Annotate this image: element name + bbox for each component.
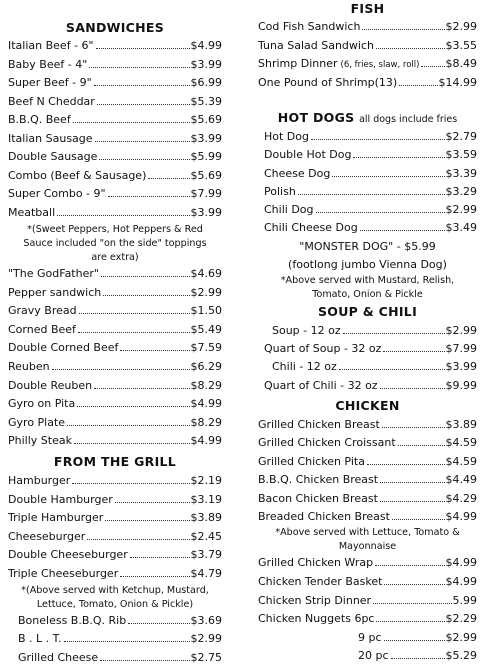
item-price: $3.79 (191, 546, 223, 565)
item-price: $5.69 (191, 111, 223, 130)
menu-item (258, 554, 477, 573)
item-name: Meatball (8, 204, 55, 223)
item-price: $3.59 (446, 146, 478, 164)
item-name: Reuben (8, 358, 50, 377)
item-price: $5.99 (191, 148, 223, 167)
note-line: *Above served with Mustard, Relish, (258, 274, 477, 288)
sandwiches-list (8, 37, 222, 222)
item-name: Chili - 12 oz (272, 358, 337, 376)
grill-note (8, 584, 222, 612)
item-price: $4.59 (446, 434, 478, 452)
item-name: Italian Sausage (8, 130, 93, 149)
item-name: Pepper sandwich (8, 284, 101, 303)
item-price: $14.99 (439, 74, 478, 93)
item-price: $8.29 (191, 414, 223, 433)
dot-leader (108, 196, 190, 197)
item-name: Beef N Cheddar (8, 93, 95, 112)
dot-leader (120, 350, 189, 351)
menu-item (8, 302, 222, 321)
item-name: One Pound of Shrimp(13) (258, 74, 397, 93)
item-name: Super Combo - 9" (8, 185, 106, 204)
item-name: Chili Cheese Dog (264, 219, 358, 237)
item-price: $3.49 (446, 219, 478, 237)
item-price: $7.59 (191, 339, 223, 358)
menu-item (258, 508, 477, 526)
menu-item (8, 265, 222, 284)
dot-leader (87, 539, 189, 540)
dot-leader (384, 640, 445, 641)
dot-leader (362, 29, 444, 30)
item-name: Grilled Chicken Pita (258, 453, 365, 471)
soup-heading: SOUP & CHILI (258, 302, 477, 322)
item-name: Tuna Salad Sandwich (258, 37, 374, 56)
fish-list (258, 18, 477, 92)
menu-item (258, 340, 477, 358)
menu-item (258, 55, 477, 74)
menu-item (258, 377, 477, 395)
menu-item (8, 414, 222, 433)
dot-leader (57, 215, 189, 216)
item-price: $3.29 (446, 183, 478, 201)
sandwiches-heading: SANDWICHES (8, 18, 222, 37)
hotdogs-heading-title: HOT DOGS (278, 110, 355, 125)
dot-leader (376, 621, 444, 622)
dot-leader (103, 295, 189, 296)
dot-leader (311, 139, 445, 140)
chicken-list (258, 416, 477, 526)
dot-leader (67, 425, 189, 426)
menu-item (8, 546, 222, 565)
menu-item (258, 37, 477, 56)
dot-leader (120, 576, 189, 577)
item-price: $7.99 (446, 340, 478, 358)
item-price: $2.19 (191, 472, 223, 491)
sandwiches-list-2 (8, 265, 222, 451)
note-line: *Above served with Lettuce, Tomato & (258, 526, 477, 540)
item-price: $4.79 (191, 565, 223, 584)
dot-leader (52, 369, 190, 370)
item-name: Italian Beef - 6" (8, 37, 94, 56)
chicken-heading: CHICKEN (258, 395, 477, 416)
item-name: Corned Beef (8, 321, 76, 340)
hotdogs-list (258, 128, 477, 238)
dot-leader (376, 48, 445, 49)
menu-item (258, 453, 477, 471)
menu-item (258, 18, 477, 37)
item-name: Double Hot Dog (264, 146, 351, 164)
dot-leader (399, 85, 437, 86)
item-name: Hamburger (8, 472, 70, 491)
dot-leader (100, 660, 189, 661)
grill-list-2 (8, 612, 222, 667)
dot-leader (115, 502, 190, 503)
item-price: $3.99 (446, 358, 478, 376)
item-price: 5.99 (453, 592, 478, 611)
item-price: $5.29 (446, 647, 478, 666)
item-price: $2.99 (446, 18, 478, 37)
menu-item (258, 629, 477, 648)
item-name: Chicken Strip Dinner (258, 592, 371, 611)
dot-leader (373, 603, 451, 604)
item-price: $3.55 (446, 37, 478, 56)
dot-leader (375, 565, 444, 566)
menu-item (258, 647, 477, 666)
menu-item (258, 128, 477, 146)
dot-leader (380, 388, 445, 389)
menu-item (8, 630, 222, 649)
item-name: Chicken Nuggets 6pc (258, 610, 374, 629)
item-name: Boneless B.B.Q. Rib (18, 612, 126, 631)
item-name: Super Beef - 9" (8, 74, 92, 93)
menu-item (258, 592, 477, 611)
dot-leader (298, 194, 445, 195)
item-name: Double Reuben (8, 377, 92, 396)
menu-item (8, 37, 222, 56)
item-detail: (6, fries, slaw, roll) (341, 56, 420, 74)
item-price: $2.29 (446, 610, 478, 629)
item-name: Triple Cheeseburger (8, 565, 118, 584)
item-price: $3.19 (191, 491, 223, 510)
item-name: Combo (Beef & Sausage) (8, 167, 146, 186)
item-price: $6.29 (191, 358, 223, 377)
menu-item (8, 148, 222, 167)
menu-item (8, 358, 222, 377)
item-name: Grilled Chicken Breast (258, 416, 380, 434)
menu-item (8, 612, 222, 631)
dot-leader (148, 178, 189, 179)
item-name: "The GodFather" (8, 265, 99, 284)
menu-item (8, 321, 222, 340)
menu-item (258, 610, 477, 629)
dot-leader (72, 483, 189, 484)
dot-leader (79, 313, 190, 314)
menu-item (8, 111, 222, 130)
item-price: $4.59 (446, 453, 478, 471)
item-price: $2.99 (191, 630, 223, 649)
sandwiches-note (8, 222, 222, 265)
dot-leader (343, 333, 445, 334)
menu-item (258, 165, 477, 183)
dot-leader (380, 501, 445, 502)
item-price: $4.99 (191, 395, 223, 414)
menu-item (8, 56, 222, 75)
dot-leader (392, 519, 445, 520)
dot-leader (89, 67, 189, 68)
menu-item (258, 201, 477, 219)
hotdogs-heading-note: all dogs include fries (359, 114, 457, 125)
item-price: $4.99 (446, 573, 478, 592)
item-price: $2.99 (446, 201, 478, 219)
grill-list (8, 472, 222, 584)
item-name: Soup - 12 oz (272, 322, 341, 340)
grill-heading: FROM THE GRILL (8, 451, 222, 472)
left-column (8, 0, 222, 667)
menu-item (258, 573, 477, 592)
hotdogs-heading (258, 108, 477, 128)
item-name: Gyro on Pita (8, 395, 75, 414)
menu-item (8, 432, 222, 451)
monster-dog-detail: (footlong jumbo Vienna Dog) (258, 256, 477, 274)
item-price: $4.99 (446, 554, 478, 573)
item-price: $3.89 (446, 416, 478, 434)
dot-leader (382, 427, 445, 428)
item-price: $1.50 (191, 302, 223, 321)
item-price: $2.99 (446, 629, 478, 648)
menu-item (8, 395, 222, 414)
item-name: Double Sausage (8, 148, 97, 167)
item-price: $4.99 (191, 432, 223, 451)
item-name: Double Cheeseburger (8, 546, 128, 565)
item-name: Gravy Bread (8, 302, 77, 321)
item-name: Hot Dog (264, 128, 309, 146)
item-price: $4.29 (446, 490, 478, 508)
right-column (258, 0, 477, 666)
dot-leader (99, 159, 189, 160)
note-line: Tomato, Onion & Pickle (258, 288, 477, 302)
note-line: Sauce included "on the side" toppings (8, 237, 222, 251)
menu-item (8, 377, 222, 396)
chicken-list-2 (258, 554, 477, 666)
menu-item (8, 339, 222, 358)
menu-item (258, 146, 477, 164)
hotdogs-note (258, 274, 477, 302)
chicken-note (258, 526, 477, 554)
dot-leader (332, 176, 444, 177)
item-name: Grilled Chicken Wrap (258, 554, 373, 573)
item-price: $2.79 (446, 128, 478, 146)
dot-leader (398, 445, 445, 446)
dot-leader (353, 157, 444, 158)
dot-leader (391, 658, 445, 659)
item-price: $3.39 (446, 165, 478, 183)
item-price: $4.99 (446, 508, 478, 526)
item-name: Quart of Chili - 32 oz (264, 377, 378, 395)
menu-item (8, 491, 222, 510)
note-line: *(Sweet Peppers, Hot Peppers & Red (8, 223, 222, 237)
item-name: Bacon Chicken Breast (258, 490, 378, 508)
dot-leader (96, 48, 190, 49)
item-price: $5.39 (191, 93, 223, 112)
dot-leader (74, 443, 190, 444)
item-price: $5.49 (191, 321, 223, 340)
dot-leader (97, 104, 190, 105)
dot-leader (94, 85, 190, 86)
item-name: Cod Fish Sandwich (258, 18, 360, 37)
item-name: B.B.Q. Beef (8, 111, 71, 130)
item-name: Chili Dog (264, 201, 314, 219)
dot-leader (64, 641, 190, 642)
menu-item (8, 185, 222, 204)
item-name: 9 pc (358, 629, 382, 648)
dot-leader (77, 406, 189, 407)
item-name: Baby Beef - 4" (8, 56, 87, 75)
menu-item (258, 416, 477, 434)
item-price: $5.69 (191, 167, 223, 186)
menu-item (8, 74, 222, 93)
fish-heading: FISH (258, 0, 477, 18)
menu-item (8, 528, 222, 547)
note-line: Lettuce, Tomato, Onion & Pickle) (8, 598, 222, 612)
menu-item (8, 472, 222, 491)
dot-leader (105, 520, 189, 521)
dot-leader (384, 584, 444, 585)
menu-item (8, 509, 222, 528)
item-price: $3.89 (191, 509, 223, 528)
dot-leader (101, 276, 190, 277)
item-price: $4.99 (191, 37, 223, 56)
item-name: Quart of Soup - 32 oz (264, 340, 381, 358)
note-line: are extra) (8, 251, 222, 265)
item-name: 20 pc (358, 647, 389, 666)
menu-item (8, 565, 222, 584)
menu-item (8, 284, 222, 303)
menu-item (8, 93, 222, 112)
item-name: Cheeseburger (8, 528, 85, 547)
item-price: $3.69 (191, 612, 223, 631)
item-price: $4.49 (446, 471, 478, 489)
menu-item (258, 183, 477, 201)
item-name: B . L . T. (18, 630, 62, 649)
item-price: $7.99 (191, 185, 223, 204)
item-price: $8.29 (191, 377, 223, 396)
dot-leader (383, 351, 444, 352)
item-price: $2.99 (191, 284, 223, 303)
item-name: Double Hamburger (8, 491, 113, 510)
item-name: Breaded Chicken Breast (258, 508, 390, 526)
dot-leader (380, 482, 444, 483)
item-price: $2.45 (191, 528, 223, 547)
menu-item (258, 471, 477, 489)
item-price: $8.49 (446, 55, 478, 74)
item-name: B.B.Q. Chicken Breast (258, 471, 378, 489)
dot-leader (421, 66, 444, 67)
dot-leader (95, 141, 190, 142)
item-name: Cheese Dog (264, 165, 330, 183)
note-line: *(Above served with Ketchup, Mustard, (8, 584, 222, 598)
item-price: $3.99 (191, 204, 223, 223)
menu-item (258, 219, 477, 237)
menu-item (8, 649, 222, 667)
item-name: Triple Hamburger (8, 509, 103, 528)
item-name: Grilled Chicken Croissant (258, 434, 396, 452)
item-price: $6.99 (191, 74, 223, 93)
dot-leader (128, 623, 189, 624)
soup-list (258, 322, 477, 395)
item-name: Grilled Cheese (18, 649, 98, 667)
menu-item (258, 74, 477, 93)
dot-leader (339, 369, 445, 370)
dot-leader (130, 557, 190, 558)
item-name: Polish (264, 183, 296, 201)
dot-leader (316, 212, 445, 213)
menu-item (258, 358, 477, 376)
item-price: $4.69 (191, 265, 223, 284)
dot-leader (367, 464, 445, 465)
item-name: Philly Steak (8, 432, 72, 451)
menu-item (258, 434, 477, 452)
menu-item (8, 130, 222, 149)
menu-item (258, 490, 477, 508)
note-line: Mayonnaise (258, 540, 477, 554)
menu-item (8, 167, 222, 186)
dot-leader (73, 122, 190, 123)
item-price: $9.99 (446, 377, 478, 395)
item-price: $2.99 (446, 322, 478, 340)
menu-item (258, 322, 477, 340)
item-name: Chicken Tender Basket (258, 573, 382, 592)
item-price: $2.75 (191, 649, 223, 667)
item-price: $3.99 (191, 56, 223, 75)
item-name: Shrimp Dinner (258, 55, 338, 74)
monster-dog: "MONSTER DOG" - $5.99 (258, 238, 477, 256)
menu-item (8, 204, 222, 223)
item-name: Double Corned Beef (8, 339, 118, 358)
item-name: Gyro Plate (8, 414, 65, 433)
item-price: $3.99 (191, 130, 223, 149)
dot-leader (78, 332, 190, 333)
dot-leader (94, 388, 189, 389)
dot-leader (360, 230, 445, 231)
